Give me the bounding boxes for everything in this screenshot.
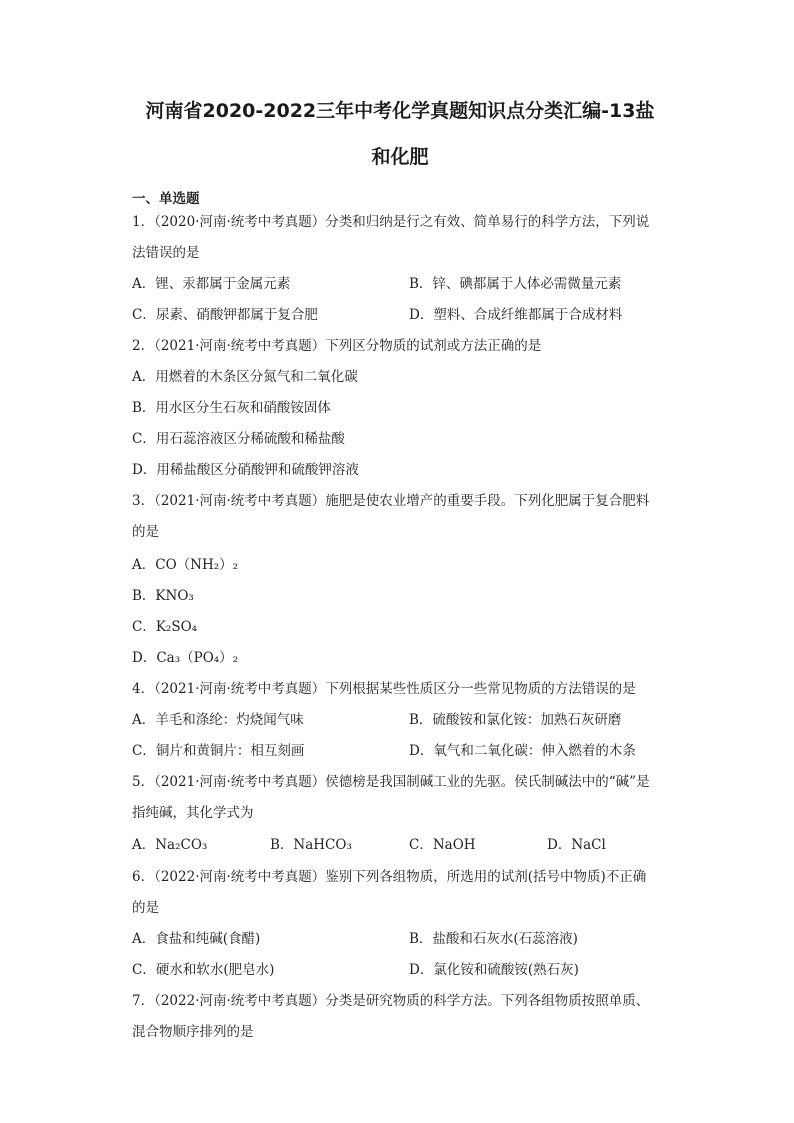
question-5-option-c: C．NaOH [409,837,476,853]
question-2-option-a: A．用燃着的木条区分氮气和二氧化碳 [132,369,358,385]
question-3-option-c: C．K₂SO₄ [132,619,198,635]
question-5-option-b: B．NaHCO₃ [270,837,352,853]
question-7-stem-line-2: 混合物顺序排列的是 [132,1024,254,1040]
question-2-option-c: C．用石蕊溶液区分稀硫酸和稀盐酸 [132,431,345,447]
question-5-stem-line-2: 指纯碱，其化学式为 [132,805,254,821]
question-2-stem: 2．（2021·河南·统考中考真题）下列区分物质的试剂或方法正确的是 [132,338,542,354]
question-1-stem-line-2: 法错误的是 [132,245,200,261]
question-1-option-b: B．锌、碘都属于人体必需微量元素 [409,276,622,292]
question-6-option-a: A．食盐和纯碱(食醋) [132,931,261,947]
question-2-option-b: B．用水区分生石灰和硝酸铵固体 [132,400,331,416]
question-2-option-d: D．用稀盐酸区分硝酸钾和硫酸钾溶液 [132,462,359,478]
question-6-option-d: D．氯化铵和硫酸铵(熟石灰) [409,962,579,978]
question-4-stem: 4．（2021·河南·统考中考真题）下列根据某些性质区分一些常见物质的方法错误的是 [132,681,636,697]
question-6-option-b: B．盐酸和石灰水(石蕊溶液) [409,931,578,947]
question-6-stem-line-1: 6．（2022·河南·统考中考真题）鉴别下列各组物质，所选用的试剂(括号中物质)不正确 [132,869,647,885]
question-3-option-a: A．CO（NH₂）₂ [132,557,239,573]
question-5-stem-line-1: 5．（2021·河南·统考中考真题）侯德榜是我国制碱工业的先驱。侯氏制碱法中的“碱”是 [132,774,650,790]
question-4-option-b: B．硫酸铵和氯化铵：加熟石灰研磨 [409,712,622,728]
question-7-stem-line-1: 7．（2022·河南·统考中考真题）分类是研究物质的科学方法。下列各组物质按照单质、 [132,993,650,1009]
question-3-option-b: B．KNO₃ [132,588,194,604]
question-4-option-d: D．氧气和二氧化碳：伸入燃着的木条 [409,743,636,759]
question-3-option-d: D．Ca₃（PO₄）₂ [132,650,239,666]
question-1-stem-line-1: 1．（2020·河南·统考中考真题）分类和归纳是行之有效、简单易行的科学方法，下列说 [132,214,650,230]
document-title-line-1: 河南省2020-2022三年中考化学真题知识点分类汇编-13盐 [145,100,655,122]
question-6-option-c: C．硬水和软水(肥皂水) [132,962,275,978]
question-4-option-c: C．铜片和黄铜片：相互刻画 [132,743,305,759]
question-3-stem-line-2: 的是 [132,524,159,540]
question-5-option-a: A．Na₂CO₃ [132,837,208,853]
question-1-option-c: C．尿素、硝酸钾都属于复合肥 [132,307,318,323]
question-4-option-a: A．羊毛和涤纶：灼烧闻气味 [132,712,304,728]
question-6-stem-line-2: 的是 [132,900,159,916]
question-1-option-d: D．塑料、合成纤维都属于合成材料 [409,307,623,323]
document-title-line-2: 和化肥 [371,146,429,168]
question-1-option-a: A．锂、汞都属于金属元素 [132,276,291,292]
question-3-stem-line-1: 3．（2021·河南·统考中考真题）施肥是使农业增产的重要手段。下列化肥属于复合肥料 [132,493,650,509]
question-5-option-d: D．NaCl [547,837,606,853]
section-heading: 一、单选题 [132,191,200,207]
